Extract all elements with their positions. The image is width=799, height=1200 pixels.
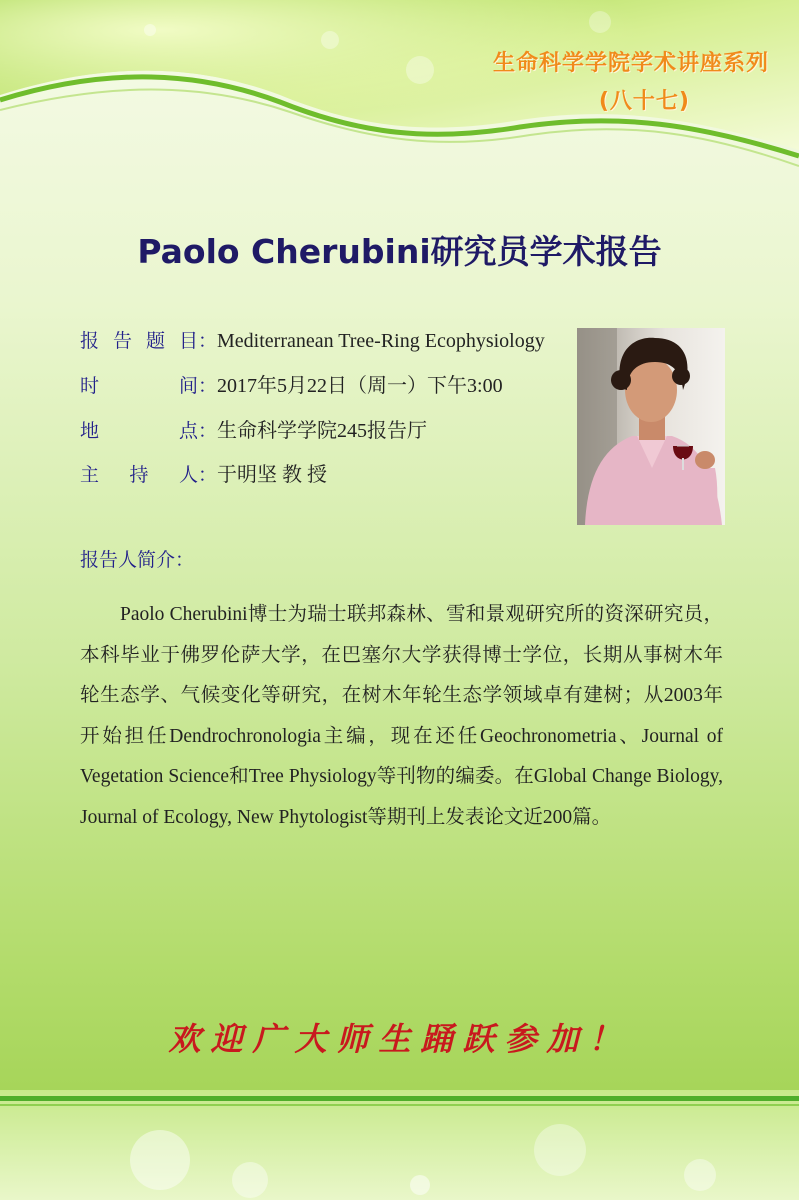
host-label: 主持人 <box>80 464 198 486</box>
info-row-time <box>80 369 503 398</box>
info-row-location <box>80 414 427 443</box>
location-label: 地点 <box>80 420 198 442</box>
welcome-message: 欢迎广大师生踊跃参加！ <box>168 1020 631 1058</box>
speaker-photo <box>577 328 725 525</box>
topic-label: 报告题目 <box>80 330 198 352</box>
colon: ： <box>198 420 218 442</box>
host-value: 于明坚 教 授 <box>217 464 328 486</box>
colon: ： <box>198 464 218 486</box>
colon: ： <box>198 330 218 352</box>
bottom-band-decoration <box>0 1090 799 1200</box>
location-value: 生命科学学院245报告厅 <box>217 420 428 442</box>
time-value: 2017年5月22日（周一）下午3:00 <box>217 375 503 397</box>
series-number: (八十七) <box>598 89 690 114</box>
report-title: Paolo Cherubini研究员学术报告 <box>137 232 662 271</box>
bio-heading: 报告人简介： <box>80 549 195 571</box>
topic-value: Mediterranean Tree-Ring Ecophysiology <box>217 330 545 352</box>
colon: ： <box>198 375 218 397</box>
info-row-topic <box>80 326 545 353</box>
bio-text: Paolo Cherubini博士为瑞士联邦森林、雪和景观研究所的资深研究员，本科毕业于佛罗伦萨大学，在巴塞尔大学获得博士学位，长期从事树木年轮生态学、气候变化等研究，在树木年轮生态学领域卓有建树；从2003年开始担任Dendrochronologia主编，现在还任Geochronometria、Journal of Vegetation Science和Tree Physiology等刊物的编委。在Global Change Biology, Journal of Ecology, New Phytologist等期刊上发表论文近200篇。 <box>80 604 723 828</box>
info-row-host <box>80 458 327 487</box>
time-label: 时间 <box>80 375 198 397</box>
series-title: 生命科学学院学术讲座系列 <box>492 51 769 76</box>
